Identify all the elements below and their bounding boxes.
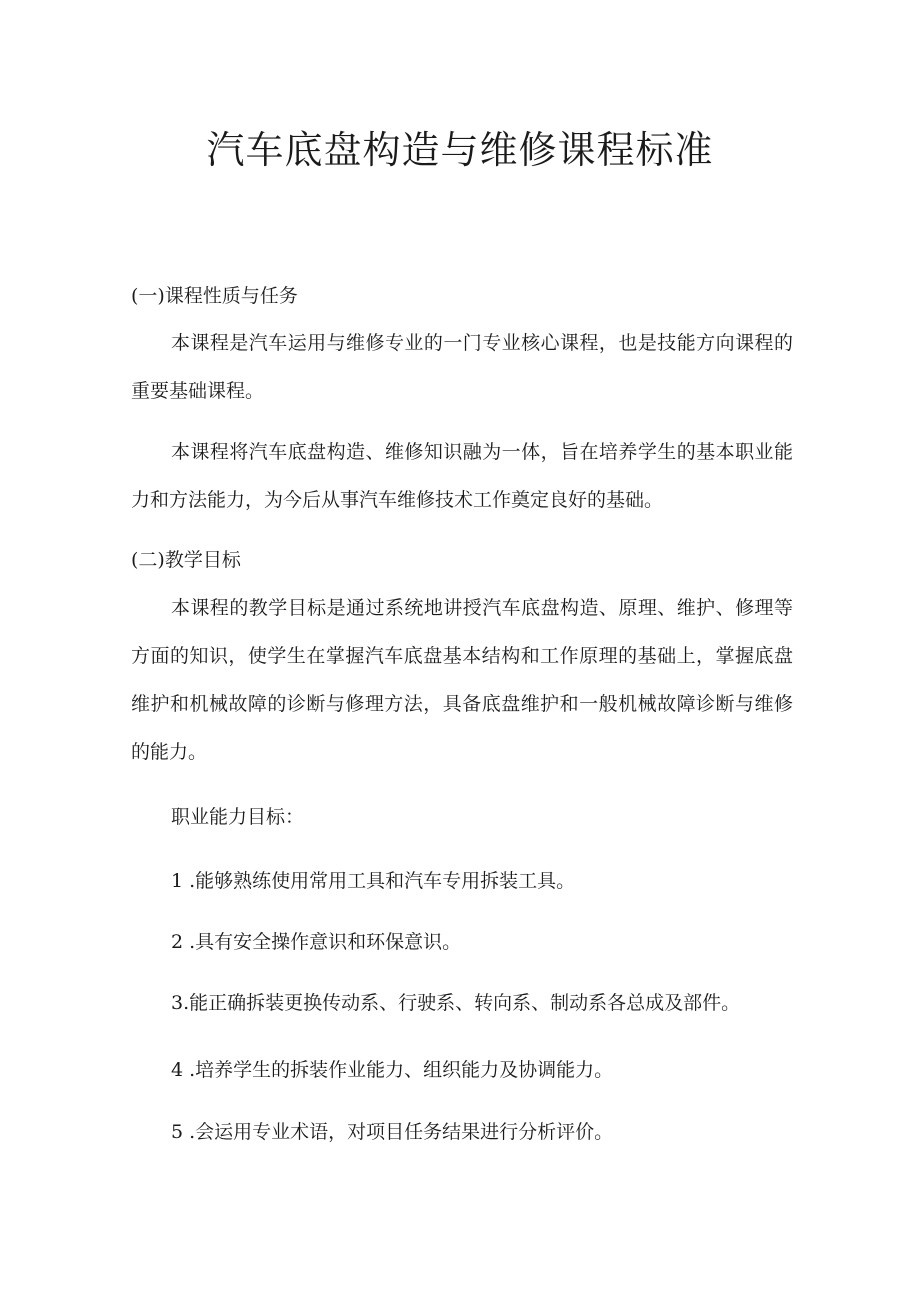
goal-item-4: 4 .培养学生的拆装作业能力、组织能力及协调能力。 xyxy=(171,1059,614,1081)
goal-item-5: 5 .会运用专业术语，对项目任务结果进行分析评价。 xyxy=(171,1121,614,1143)
paragraph-course-nature: 本课程是汽车运用与维修专业的一门专业核心课程，也是技能方向课程的重要基础课程。 xyxy=(131,332,793,402)
goals-label: 职业能力目标： xyxy=(171,806,305,828)
paragraph-teaching-goals: 本课程的教学目标是通过系统地讲授汽车底盘构造、原理、维护、修理等方面的知识，使学生在掌握汽车底盘基本结构和工作原理的基础上，掌握底盘维护和机械故障的诊断与修理方法，具备底盘维护和一般机械故障诊断与维修的能力。 xyxy=(131,597,793,763)
section-heading-teaching-goals: (二)教学目标 xyxy=(131,549,241,571)
document-title: 汽车底盘构造与维修课程标准 xyxy=(206,128,714,172)
goal-item-3: 3.能正确拆装更换传动系、行驶系、转向系、制动系各总成及部件。 xyxy=(171,992,741,1014)
goal-item-2: 2 .具有安全操作意识和环保意识。 xyxy=(171,931,462,953)
section-heading-course-nature: (一)课程性质与任务 xyxy=(131,285,298,307)
goal-item-1: 1 .能够熟练使用常用工具和汽车专用拆装工具。 xyxy=(171,870,576,892)
paragraph-course-content: 本课程将汽车底盘构造、维修知识融为一体，旨在培养学生的基本职业能力和方法能力，为今后从事汽车维修技术工作奠定良好的基础。 xyxy=(131,441,793,511)
